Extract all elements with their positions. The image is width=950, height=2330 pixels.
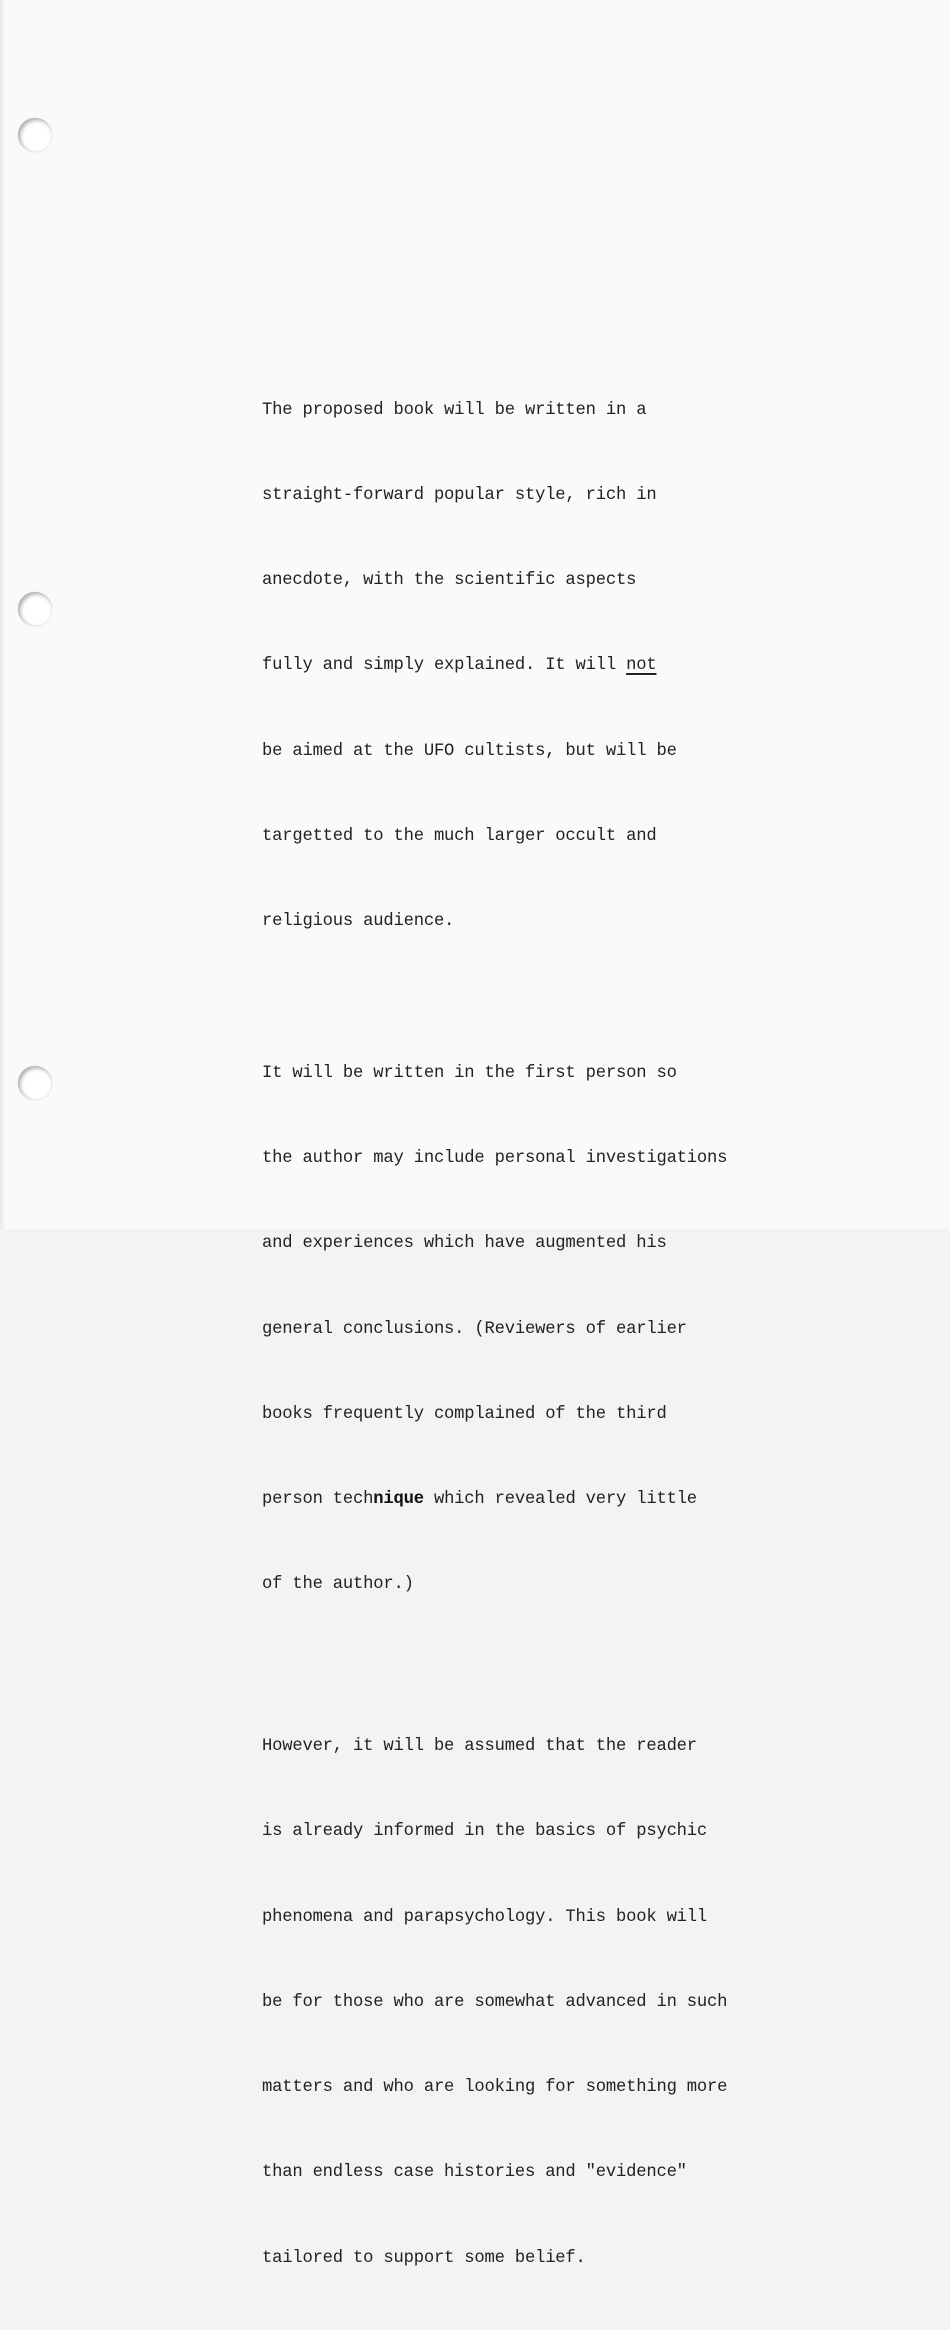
- text-line: straight-forward popular style, rich in: [262, 486, 657, 506]
- text-line: phenomena and parapsychology. This book will: [262, 1907, 708, 1927]
- punch-hole-top: [18, 118, 52, 152]
- text-line: is already informed in the basics of psychic: [262, 1822, 708, 1842]
- overstruck-letters: nique: [373, 1490, 424, 1510]
- text-line: be aimed at the UFO cultists, but will be: [262, 741, 677, 761]
- text-line: general conclusions. (Reviewers of earlier: [262, 1319, 687, 1339]
- text-line: tailored to support some belief.: [262, 2248, 586, 2268]
- text-line: [262, 652, 822, 680]
- text-line: of the author.): [262, 1575, 414, 1595]
- punch-hole-bottom: [18, 1066, 52, 1100]
- paragraph-2: [262, 1003, 822, 1656]
- text-fragment: person tech: [262, 1490, 374, 1510]
- punch-hole-middle: [18, 592, 52, 626]
- text-fragment: which revealed very little: [423, 1490, 697, 1510]
- text-line: targetted to the much larger occult and: [262, 826, 657, 846]
- text-line: the author may include personal investigations: [262, 1149, 728, 1169]
- text-line: matters and who are looking for something more: [262, 2078, 728, 2098]
- paragraph-1: [262, 340, 822, 993]
- underlined-word: not: [626, 656, 657, 676]
- text-line: However, it will be assumed that the reader: [262, 1737, 697, 1757]
- text-line: books frequently complained of the third: [262, 1404, 667, 1424]
- text-line: [262, 1486, 822, 1514]
- page-edge-shadow: [0, 0, 6, 1229]
- text-line: be for those who are somewhat advanced in such: [262, 1992, 728, 2012]
- text-fragment: fully and simply explained. It will: [262, 656, 627, 676]
- text-line: than endless case histories and "evidence": [262, 2163, 687, 2183]
- text-line: anecdote, with the scientific aspects: [262, 571, 637, 591]
- text-line: religious audience.: [262, 912, 455, 932]
- text-line: It will be written in the first person so: [262, 1064, 677, 1084]
- typed-body: [262, 340, 822, 2330]
- text-line: The proposed book will be written in a: [262, 400, 647, 420]
- text-line: and experiences which have augmented his: [262, 1234, 667, 1254]
- paragraph-3: [262, 1676, 822, 2329]
